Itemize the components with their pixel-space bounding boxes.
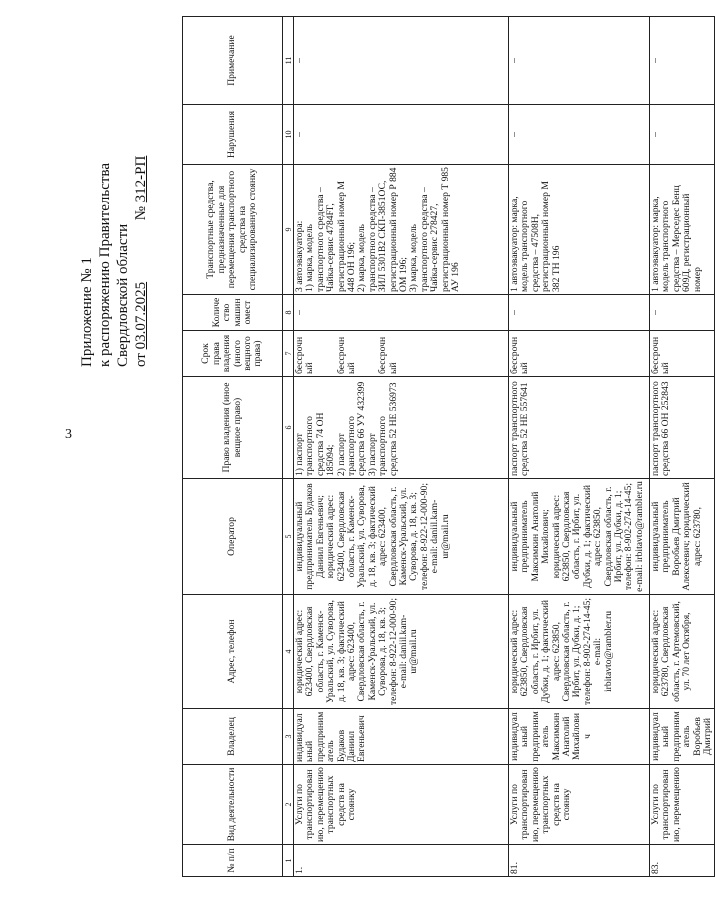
rotated-table	[182, 16, 715, 877]
note-cell: –	[509, 17, 650, 105]
owner-cell: индивидуальный предприниматель Будаков Даниил Евгеньевич	[294, 709, 509, 765]
address-cell: юридический адрес: 623850, Свердловская область, г. Ирбит, ул. Дубки, д. 1; фактический адрес: 623850, Свердловская область, г. Ирбит, ул. Дубки, д. 1; телефон: 8-902-274-14-45; e-mail: irbitavto@rambler.ru	[509, 595, 650, 709]
appendix-number: 312-РП	[133, 155, 149, 203]
address-cell: юридический адрес: 623400, Свердловская область, г. Каменск-Уральский, ул. Суворова, д. 18, кв. 3; фактический адрес: 623400, Свердловская область, г. Каменск-Уральский, ул. Суворова, д. 18, кв. 3; телефон: 8-922-12-000-90; e-mail: daniil.kam-ur@mail.ru	[294, 595, 509, 709]
header-cell: № п/п	[183, 845, 283, 877]
ownership-right-cell: паспорт транспортного средства 52 НЕ 557641	[509, 377, 650, 479]
header-cell: Количество машиномест	[183, 295, 283, 331]
address-cell: юридический адрес: 623780, Свердловская область, г. Артемовский, ул. 70 лет Октября,	[650, 595, 715, 709]
row-number: 81.	[509, 845, 650, 877]
appendix-date: 03.07.2025	[133, 281, 149, 350]
violations-cell: –	[509, 105, 650, 165]
page-number: 3	[65, 427, 72, 442]
table-header-row	[183, 17, 283, 877]
column-number: 6	[283, 377, 294, 479]
column-number: 7	[283, 331, 294, 377]
appendix-line-2: к распоряжению Правительства	[97, 162, 113, 367]
header-cell: Право владения (иное вещное право)	[183, 377, 283, 479]
column-number: 3	[283, 709, 294, 765]
vehicles-cell: 1 автоэвакуатор: марка, модель транспортного средства – Мерседес Бенц 609Д, регистрационный номер	[650, 165, 715, 295]
header-cell: Нарушения	[183, 105, 283, 165]
owner-cell: индивидуальный предприниматель Воробьев Дмитрий	[650, 709, 715, 765]
activity-cell: Услуги по транспортированию, перемещению транспортных средств на стоянку	[509, 765, 650, 845]
violations-cell: –	[650, 105, 715, 165]
column-number: 4	[283, 595, 294, 709]
registry-table	[182, 16, 715, 877]
appendix-date-line	[133, 156, 149, 367]
header-cell: Адрес, телефон	[183, 595, 283, 709]
column-number: 1	[283, 845, 294, 877]
appendix-line-3: Свердловской области	[115, 223, 131, 367]
vehicles-cell: 3 автоэвакуатора: 1) марка, модель транспортного средства – Чайка-сервис 4784FГ, регистрационный номер М 448 ОН 196; 2) марка, модель транспортного средства – ЗИЛ 5301В2 СКП-3851ОС, регистрационный номер Р 884 ОМ 196; 3) марка, модель транспортного средства – Чайка-сервис 278427, регистрационный номер Т 985 АУ 196	[294, 165, 509, 295]
header-cell: Срок права владения (иного вещного права)	[183, 331, 283, 377]
activity-cell: Услуги по транспортированию, перемещению транспортных средств на стоянку	[294, 765, 509, 845]
operator-cell: индивидуальный предприниматель Будаков Даниил Евгеньевич; юридический адрес: 623400, Свердловская область, г. Каменск-Уральский, ул. Суворова, д. 18, кв. 3; фактический адрес: 623400, Свердловская область, г. Каменск-Уральский, ул. Суворова, д. 18, кв. 3; телефон: 8-922-12-000-90; e-mail: daniil.kam-ur@mail.ru	[294, 479, 509, 595]
column-number: 9	[283, 165, 294, 295]
date-prefix: от	[133, 353, 149, 367]
table-row	[294, 17, 509, 877]
column-number: 11	[283, 17, 294, 105]
header-cell: Владелец	[183, 709, 283, 765]
term-cell: бессрочный бессрочный бессрочный	[294, 331, 509, 377]
parking-places-cell: –	[650, 295, 715, 331]
column-number: 8	[283, 295, 294, 331]
operator-cell: индивидуальный предприниматель Максимкин Анатолий Михайлович; юридический адрес: 623850, Свердловская область, г. Ирбит, ул. Дубки, д. 1; фактический адрес: 623850, Свердловская область, г. Ирбит, ул. Дубки, д. 1; телефон: 8-902-274-14-45; e-mail: irbitavto@rambler.ru	[509, 479, 650, 595]
appendix-title: Приложение № 1	[79, 257, 95, 367]
row-number: 1.	[294, 845, 509, 877]
column-number-row	[283, 17, 294, 877]
column-number: 10	[283, 105, 294, 165]
parking-places-cell: –	[294, 295, 509, 331]
activity-cell: Услуги по транспортированию, перемещению	[650, 765, 715, 845]
operator-cell: индивидуальный предприниматель Воробьев Дмитрий Алексеевич; юридический адрес: 623780,	[650, 479, 715, 595]
row-number: 83.	[650, 845, 715, 877]
ownership-right-cell: 1) паспорт транспортного средства 74 ОН 185094; 2) паспорт транспортного средства 66 УУ 432399 3) паспорт транспортного средства 52 НЕ 536973	[294, 377, 509, 479]
table-row	[509, 17, 650, 877]
violations-cell: –	[294, 105, 509, 165]
term-cell: бессрочный	[650, 331, 715, 377]
number-prefix: №	[133, 206, 149, 221]
header-cell: Оператор	[183, 479, 283, 595]
term-cell: бессрочный	[509, 331, 650, 377]
note-cell: –	[294, 17, 509, 105]
header-cell: Вид деятельности	[183, 765, 283, 845]
vehicles-cell: 1 автоэвакуатор: марка, модель транспортного средства – 47508Н, регистрационный номер М 382 ТН 196	[509, 165, 650, 295]
ownership-right-cell: паспорт транспортного средства 66 ОН 252843	[650, 377, 715, 479]
owner-cell: индивидуальный предприниматель Максимкин Анатолий Михайлович	[509, 709, 650, 765]
header-cell: Примечание	[183, 17, 283, 105]
column-number: 5	[283, 479, 294, 595]
note-cell: –	[650, 17, 715, 105]
column-number: 2	[283, 765, 294, 845]
table-row	[650, 17, 715, 877]
header-cell: Транспортные средства, предназначенные для перемещения транспортного средства на специализированную стоянку	[183, 165, 283, 295]
parking-places-cell: –	[509, 295, 650, 331]
